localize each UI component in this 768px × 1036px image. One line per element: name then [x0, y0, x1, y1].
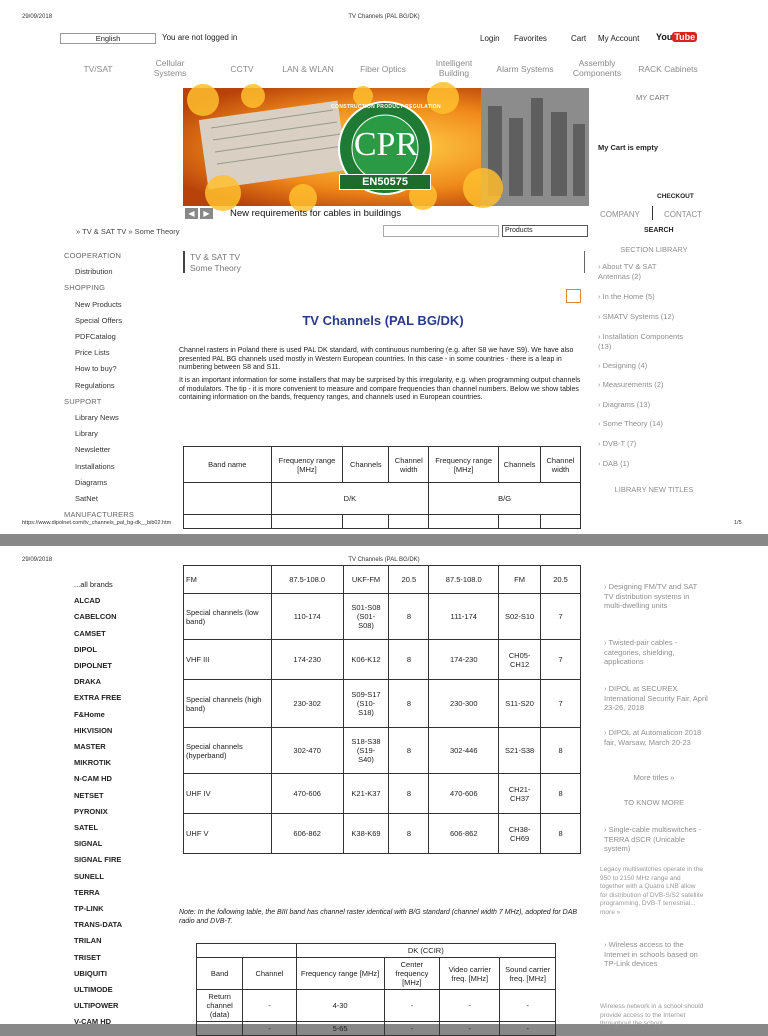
- manufacturer-link[interactable]: SUNELL: [74, 871, 104, 881]
- badge-ring-text: CONSTRUCTION PRODUCT REGULATION: [331, 104, 441, 110]
- library-category-link[interactable]: › Measurements (2): [598, 380, 708, 390]
- library-title-link[interactable]: › DIPOL at Automaticon 2018 fair, Warsaw, March 20-23: [604, 728, 708, 747]
- table-header-cell: Band name: [184, 447, 272, 483]
- library-category-link[interactable]: › Some Theory (14): [598, 419, 708, 429]
- article-excerpt: Wireless network in a school should provide access to the Internet throughout the school: [600, 1003, 704, 1027]
- manufacturer-link[interactable]: ULTIPOWER: [74, 1001, 119, 1011]
- table-row: [184, 640, 581, 680]
- table-cell: -: [243, 990, 296, 1022]
- manufacturer-link[interactable]: ALCAD: [74, 596, 101, 606]
- table-cell: -: [440, 1022, 500, 1036]
- left-nav-link[interactable]: Price Lists: [75, 348, 110, 358]
- table-cell: 111-174: [429, 594, 499, 640]
- divider: [584, 251, 585, 273]
- footer-url: https://www.dipolnet.com/tv_channels_pal_bg-dk__bib02.htm: [22, 520, 172, 526]
- breadcrumb-item[interactable]: TV & SAT TV: [82, 227, 127, 236]
- library-category-link[interactable]: › SMATV Systems (12): [598, 312, 708, 322]
- nav-item[interactable]: TV/SAT: [83, 64, 113, 74]
- my-account-link[interactable]: My Account: [598, 34, 640, 43]
- library-title-link[interactable]: › Designing FM/TV and SAT TV distribution systems in multi-dwelling units: [604, 582, 708, 611]
- table-cell: UHF IV: [184, 774, 272, 814]
- manufacturer-link[interactable]: MIKROTIK: [74, 758, 112, 768]
- nav-item[interactable]: Intelligent Building: [435, 58, 473, 78]
- manufacturer-link[interactable]: TP-LINK: [74, 904, 104, 913]
- table-cell: -: [440, 990, 500, 1022]
- library-category-link[interactable]: › DVB-T (7): [598, 439, 708, 449]
- manufacturer-link[interactable]: N-CAM HD: [74, 774, 112, 784]
- share-icon[interactable]: [566, 289, 581, 303]
- cart-link[interactable]: Cart: [571, 34, 587, 43]
- table-header-cell: Frequency range [MHz]: [429, 447, 499, 483]
- table-cell: 606-862: [271, 814, 343, 854]
- table-cell: Special channels (high band): [184, 680, 272, 728]
- table-row: [197, 1022, 556, 1036]
- print-title: TV Channels (PAL BG/DK): [348, 557, 420, 563]
- table-cell: 20.5: [389, 566, 429, 594]
- library-category-link[interactable]: › Designing (4): [598, 361, 708, 371]
- table-cell: 470-606: [429, 774, 499, 814]
- manufacturer-link[interactable]: V-CAM HD: [74, 1017, 112, 1027]
- checkout-button[interactable]: CHECKOUT: [657, 193, 694, 200]
- table-row: [184, 680, 581, 728]
- nav-section-heading: COOPERATION: [64, 251, 122, 260]
- manufacturer-link[interactable]: DIPOL: [74, 644, 97, 654]
- article-title: TV Channels (PAL BG/DK): [302, 313, 464, 328]
- banner-prev-button[interactable]: ◀: [185, 208, 198, 219]
- left-nav-link[interactable]: New Products: [75, 299, 122, 309]
- group-header-dk: D/K: [271, 483, 429, 515]
- company-link[interactable]: COMPANY: [600, 210, 640, 219]
- banner-image[interactable]: [183, 88, 589, 206]
- article-paragraph: Channel rasters in Poland there is used PAL DK standard, with continuous numbering (e.g. after S8 we have S9). We have also presented PAL BG channels used mostly in Western European countries. In this case - in some countries - there is a leap in numbering between S8 and S11.: [179, 347, 574, 372]
- table-cell: 8: [389, 728, 429, 774]
- manufacturer-link[interactable]: ...all brands: [74, 580, 113, 589]
- table-cell: 174-230: [271, 640, 343, 680]
- table-cell: K21-K37: [343, 774, 389, 814]
- table-cell: CH38- CH69: [499, 814, 541, 854]
- manufacturer-link[interactable]: F&Home: [74, 709, 105, 719]
- table-cell: K06-K12: [343, 640, 389, 680]
- table-cell: 606-862: [429, 814, 499, 854]
- table-cell: 174-230: [429, 640, 499, 680]
- table-cell: Return channel (data): [197, 990, 243, 1022]
- table-cell: 302-446: [429, 728, 499, 774]
- badge-code: EN50575: [339, 174, 431, 190]
- table-cell: FM: [499, 566, 541, 594]
- left-nav-link[interactable]: Library: [75, 429, 98, 439]
- left-nav-link[interactable]: Library News: [75, 413, 119, 422]
- search-category-select[interactable]: Products: [502, 225, 588, 237]
- dk-ccir-table: [196, 943, 556, 1036]
- table-cell: S21-S38: [499, 728, 541, 774]
- table-cell: Special channels (low band): [184, 594, 272, 640]
- nav-item[interactable]: LAN & WLAN: [282, 64, 334, 74]
- manufacturer-link[interactable]: MASTER: [74, 742, 106, 751]
- youtube-icon[interactable]: You Tube: [656, 32, 696, 42]
- table-cell: 8: [389, 640, 429, 680]
- library-title-link[interactable]: › DIPOL at SECUREX International Security Fair, April 23-26, 2018: [604, 684, 708, 713]
- manufacturer-link[interactable]: PYRONIX: [74, 806, 108, 816]
- know-more-link[interactable]: › Single-cable multiswitches - TERRA dSCR (Unicable system): [604, 825, 708, 854]
- table-cell: 87.5-108.0: [271, 566, 343, 594]
- table-row: [184, 814, 581, 854]
- table-cell: -: [500, 1022, 556, 1036]
- left-nav-link[interactable]: PDFCatalog: [75, 332, 116, 341]
- article-paragraph: It is an important information for some installers that may be surprised by this irregularity, e.g. when programming output channels of modulators. The tip - it is more convenient to measure and compare frequencies than channel numbers. Below we show tables containing information on the bands, frequency ranges, and channels used in European countries.: [179, 377, 581, 402]
- table-cell: VHF III: [184, 640, 272, 680]
- manufacturer-link[interactable]: DIPOLNET: [74, 661, 112, 670]
- table-cell: 8: [389, 814, 429, 854]
- manufacturer-link[interactable]: TRISET: [74, 952, 101, 962]
- table-cell: 110-174: [271, 594, 343, 640]
- table-cell: 20.5: [541, 566, 581, 594]
- section-tag-line1[interactable]: TV & SAT TV: [190, 252, 241, 262]
- manufacturer-link[interactable]: TRILAN: [74, 936, 102, 946]
- section-library-heading: SECTION LIBRARY: [620, 245, 688, 254]
- left-nav-link[interactable]: Newsletter: [75, 445, 111, 455]
- print-date: 29/09/2018: [22, 557, 53, 563]
- library-category-link[interactable]: › DAB (1): [598, 459, 708, 469]
- nav-item[interactable]: Alarm Systems: [496, 64, 554, 74]
- left-nav-link[interactable]: Diagrams: [75, 477, 108, 487]
- table-header-cell: Channel width: [389, 447, 429, 483]
- table-header-cell: Channel width: [541, 447, 581, 483]
- manufacturer-link[interactable]: NETSET: [74, 790, 104, 800]
- nav-section-heading: SUPPORT: [64, 396, 102, 406]
- divider: [652, 206, 653, 220]
- table-row: [184, 594, 581, 640]
- manufacturer-link[interactable]: SIGNAL: [74, 839, 103, 849]
- manufacturer-link[interactable]: HIKVISION: [74, 725, 113, 735]
- more-titles-link[interactable]: More titles »: [633, 773, 675, 782]
- nav-section-heading: SHOPPING: [64, 283, 106, 293]
- cart-status: My Cart is empty: [598, 143, 659, 152]
- nav-item[interactable]: Cellular Systems: [153, 58, 187, 78]
- left-nav-link[interactable]: SatNet: [75, 494, 98, 503]
- search-button[interactable]: SEARCH: [644, 227, 674, 234]
- table-cell: 87.5-108.0: [429, 566, 499, 594]
- section-tag-line2: Some Theory: [190, 263, 241, 273]
- table-cell: 5-65: [296, 1022, 384, 1036]
- table-cell: 230-302: [271, 680, 343, 728]
- breadcrumb: » TV & SAT TV » Some Theory: [76, 227, 180, 236]
- banner-caption[interactable]: New requirements for cables in buildings: [230, 208, 402, 219]
- section-tag-bar: [183, 251, 185, 273]
- table-cell: CH05- CH12: [499, 640, 541, 680]
- table-cell: 230-300: [429, 680, 499, 728]
- table-cell: 302-470: [271, 728, 343, 774]
- table-cell: 8: [541, 728, 581, 774]
- library-new-titles-heading: LIBRARY NEW TITLES: [614, 485, 694, 494]
- table-row: [184, 566, 581, 594]
- group-header-bg: B/G: [429, 483, 581, 515]
- table-cell: Special channels (hyperband): [184, 728, 272, 774]
- manufacturer-link[interactable]: CABELCON: [74, 612, 117, 622]
- login-link[interactable]: Login: [480, 34, 500, 43]
- manufacturer-link[interactable]: ULTIMODE: [74, 985, 113, 994]
- table-cell: 7: [541, 640, 581, 680]
- table-row: [184, 728, 581, 774]
- table-cell: S02-S10: [499, 594, 541, 640]
- manufacturer-link[interactable]: CAMSET: [74, 628, 106, 638]
- left-nav-link[interactable]: Installations: [75, 461, 115, 471]
- table-cell: 8: [389, 774, 429, 814]
- left-nav-link[interactable]: Distribution: [75, 267, 113, 277]
- table-cell: -: [243, 1022, 296, 1036]
- table-header-cell: Band: [197, 958, 243, 990]
- table-cell: FM: [184, 566, 272, 594]
- manufacturer-link[interactable]: SIGNAL FIRE: [74, 855, 122, 865]
- library-category-link[interactable]: › About TV & SAT Antennas (2): [598, 262, 708, 281]
- banner-next-button[interactable]: ▶: [200, 208, 213, 219]
- table-header-cell: Frequency range [MHz]: [271, 447, 343, 483]
- channels-table: [183, 565, 581, 854]
- table-cell: S11-S20: [499, 680, 541, 728]
- favorites-link[interactable]: Favorites: [514, 34, 547, 43]
- contact-link[interactable]: CONTACT: [664, 210, 703, 219]
- channels-table-head: [183, 446, 581, 529]
- footer-page: 1/5: [734, 520, 742, 526]
- group-header: DK (CCIR): [296, 944, 555, 958]
- nav-item[interactable]: Fiber Optics: [360, 64, 406, 74]
- table-cell: CH21- CH37: [499, 774, 541, 814]
- table-cell: -: [500, 990, 556, 1022]
- nav-item[interactable]: RACK Cabinets: [638, 64, 698, 74]
- library-category-link[interactable]: › In the Home (5): [598, 292, 708, 302]
- table-cell: -: [384, 990, 440, 1022]
- table-cell: 470-606: [271, 774, 343, 814]
- table-cell: 4-30: [296, 990, 384, 1022]
- left-nav-link[interactable]: How to buy?: [75, 364, 117, 374]
- table-header-cell: Channels: [343, 447, 389, 483]
- printed-page-2: [0, 546, 768, 1033]
- table-cell: 8: [541, 814, 581, 854]
- library-category-link[interactable]: › Diagrams (13): [598, 400, 708, 410]
- print-date: 29/09/2018: [22, 14, 53, 20]
- nav-item[interactable]: CCTV: [230, 64, 254, 74]
- table-header-cell: Center frequency [MHz]: [384, 958, 440, 990]
- language-select[interactable]: English: [60, 33, 156, 44]
- table-cell: 7: [541, 594, 581, 640]
- table-cell: UKF-FM: [343, 566, 389, 594]
- table-header-cell: Frequency range [MHz]: [296, 958, 384, 990]
- table-cell: [197, 1022, 243, 1036]
- manufacturer-link[interactable]: TERRA: [74, 887, 100, 897]
- table-row: [184, 774, 581, 814]
- manufacturer-link[interactable]: TRANS-DATA: [74, 920, 123, 930]
- table-header-cell: Channel: [243, 958, 296, 990]
- manufacturer-link[interactable]: SATEL: [74, 823, 99, 832]
- table-note: Note: In the following table, the BIII band has channel raster identical with B/G standard (channel width 7 MHz), adopted for DAB radio and DVB-T.: [179, 909, 578, 925]
- nav-section-heading: MANUFACTURERS: [64, 510, 135, 520]
- table-cell: 8: [389, 594, 429, 640]
- search-input[interactable]: [383, 225, 499, 237]
- table-cell: 8: [541, 774, 581, 814]
- know-more-link[interactable]: › Wireless access to the Internet in schools based on TP-Link devices: [604, 940, 708, 969]
- manufacturer-link[interactable]: UBIQUITI: [74, 968, 107, 978]
- table-cell: S18-S38 (S19- S40): [343, 728, 389, 774]
- my-cart-title[interactable]: MY CART: [636, 93, 670, 102]
- table-row: [197, 990, 556, 1022]
- article-excerpt: Legacy multiswitches operate in the 950 to 2150 MHz range and together with a Quatro LNB allow for distribution of DVB-S/S2 satellite programming, DVB-T terrestrial... more »: [600, 866, 704, 916]
- table-header-cell: Channels: [499, 447, 541, 483]
- table-cell: S01-S08 (S01- S08): [343, 594, 389, 640]
- to-know-more-heading: TO KNOW MORE: [623, 798, 685, 807]
- manufacturer-link[interactable]: DRAKA: [74, 677, 102, 687]
- library-category-link[interactable]: › Installation Components (13): [598, 332, 708, 351]
- left-nav-link[interactable]: Special Offers: [75, 315, 122, 325]
- table-cell: 8: [389, 680, 429, 728]
- table-cell: -: [384, 1022, 440, 1036]
- table-cell: S09-S17 (S10- S18): [343, 680, 389, 728]
- table-cell: UHF V: [184, 814, 272, 854]
- table-header-cell: Video carrier freq. [MHz]: [440, 958, 500, 990]
- login-status: You are not logged in: [162, 33, 238, 42]
- breadcrumb-item[interactable]: Some Theory: [134, 227, 180, 236]
- print-title: TV Channels (PAL BG/DK): [348, 14, 420, 20]
- left-nav-link[interactable]: Regulations: [75, 380, 115, 390]
- table-cell: K38-K69: [343, 814, 389, 854]
- badge-main-text: CPR: [353, 126, 419, 163]
- manufacturer-link[interactable]: EXTRA FREE: [74, 693, 122, 703]
- table-header-cell: Sound carrier freq. [MHz]: [500, 958, 556, 990]
- library-title-link[interactable]: › Twisted-pair cables - categories, shielding, applications: [604, 638, 708, 667]
- table-cell: 7: [541, 680, 581, 728]
- nav-item[interactable]: Assembly Components: [572, 58, 622, 78]
